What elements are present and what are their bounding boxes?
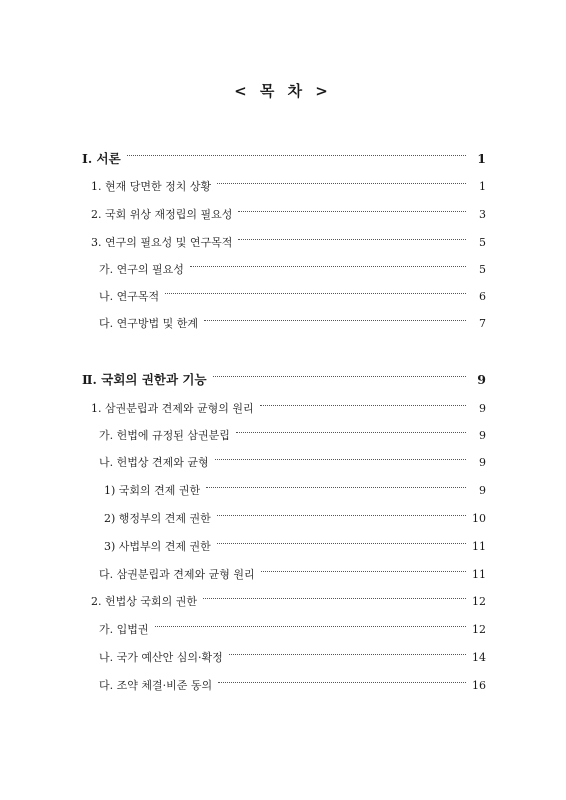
toc-entry[interactable] xyxy=(82,149,486,167)
toc-entry-label: 3. 연구의 필요성 및 연구목적 xyxy=(91,236,233,249)
toc-entry-page: 9 xyxy=(479,401,486,415)
toc-entry-label: Ⅱ. 국회의 권한과 기능 xyxy=(82,372,207,387)
toc-entry[interactable] xyxy=(99,620,486,638)
toc-entry-page: 7 xyxy=(479,316,486,330)
toc-entry-label: 다. 삼권분립과 견제와 균형 원리 xyxy=(99,568,255,581)
toc-entry[interactable] xyxy=(99,453,486,471)
toc-entry[interactable] xyxy=(82,370,486,388)
toc-entry-page: 9 xyxy=(477,371,486,387)
dot-leader xyxy=(238,211,466,212)
dot-leader xyxy=(217,543,466,544)
toc-entry[interactable] xyxy=(104,481,486,499)
toc-entry[interactable] xyxy=(99,260,486,278)
dot-leader xyxy=(229,654,466,655)
toc-entry-page: 5 xyxy=(479,235,486,249)
toc-entry-page: 9 xyxy=(479,455,486,469)
toc-entry-page: 12 xyxy=(472,594,486,608)
toc-entry[interactable] xyxy=(91,592,486,610)
toc-entry-page: 1 xyxy=(477,150,486,166)
toc-entry-label: 3) 사법부의 견제 권한 xyxy=(104,540,211,553)
toc-entry-page: 1 xyxy=(479,179,486,193)
toc-entry-label: Ⅰ. 서론 xyxy=(82,151,121,166)
toc-entry-page: 12 xyxy=(472,622,486,636)
dot-leader xyxy=(261,571,466,572)
toc-entry-label: 다. 연구방법 및 한계 xyxy=(99,317,198,330)
toc-entry-label: 가. 입법권 xyxy=(99,623,149,636)
dot-leader xyxy=(236,432,466,433)
toc-entry[interactable] xyxy=(99,676,486,694)
toc-entry-label: 2. 헌법상 국회의 권한 xyxy=(91,595,197,608)
dot-leader xyxy=(217,515,466,516)
toc-entry-page: 16 xyxy=(472,678,486,692)
toc-entry-label: 나. 연구목적 xyxy=(99,290,160,303)
toc-entry[interactable] xyxy=(91,233,486,251)
toc-entry[interactable] xyxy=(99,648,486,666)
dot-leader xyxy=(213,376,466,377)
dot-leader xyxy=(206,487,466,488)
dot-leader xyxy=(217,183,466,184)
dot-leader xyxy=(165,293,466,294)
toc-entry-page: 9 xyxy=(479,428,486,442)
toc-entry-label: 가. 연구의 필요성 xyxy=(99,263,184,276)
toc-entry[interactable] xyxy=(91,177,486,195)
toc-entry-page: 6 xyxy=(479,289,486,303)
toc-entry-label: 2) 행정부의 견제 권한 xyxy=(104,512,211,525)
toc-entry-page: 11 xyxy=(472,567,486,581)
toc-entry[interactable] xyxy=(99,565,486,583)
toc-entry[interactable] xyxy=(99,314,486,332)
toc-entry-page: 10 xyxy=(472,511,486,525)
dot-leader xyxy=(204,320,466,321)
toc-entry-label: 2. 국회 위상 재정립의 필요성 xyxy=(91,208,233,221)
dot-leader xyxy=(190,266,466,267)
dot-leader xyxy=(215,459,466,460)
toc-entry[interactable] xyxy=(104,509,486,527)
toc-entry[interactable] xyxy=(99,426,486,444)
dot-leader xyxy=(260,405,466,406)
toc-entry-label: 1) 국회의 견제 권한 xyxy=(104,484,201,497)
toc-entry[interactable] xyxy=(99,287,486,305)
toc-entry-label: 나. 국가 예산안 심의·확정 xyxy=(99,651,223,664)
dot-leader xyxy=(155,626,467,627)
toc-entry-label: 1. 삼권분립과 견제와 균형의 원리 xyxy=(91,402,254,415)
toc-entry-page: 3 xyxy=(479,207,486,221)
toc-entry-label: 가. 헌법에 규정된 삼권분립 xyxy=(99,429,230,442)
dot-leader xyxy=(203,598,466,599)
dot-leader xyxy=(218,682,466,683)
dot-leader xyxy=(127,155,466,156)
toc-entry-page: 5 xyxy=(479,262,486,276)
toc-entry-page: 9 xyxy=(479,483,486,497)
toc-entry-page: 14 xyxy=(472,650,486,664)
toc-entry-label: 1. 현재 당면한 정치 상황 xyxy=(91,180,212,193)
toc-entry-label: 다. 조약 체결·비준 동의 xyxy=(99,679,213,692)
page-title: < 목 차 > xyxy=(234,82,332,100)
toc-entry[interactable] xyxy=(104,537,486,555)
toc-entry-page: 11 xyxy=(472,539,486,553)
dot-leader xyxy=(238,239,466,240)
toc-entry-label: 나. 헌법상 견제와 균형 xyxy=(99,456,209,469)
toc-entry[interactable] xyxy=(91,205,486,223)
toc-entry[interactable] xyxy=(91,399,486,417)
